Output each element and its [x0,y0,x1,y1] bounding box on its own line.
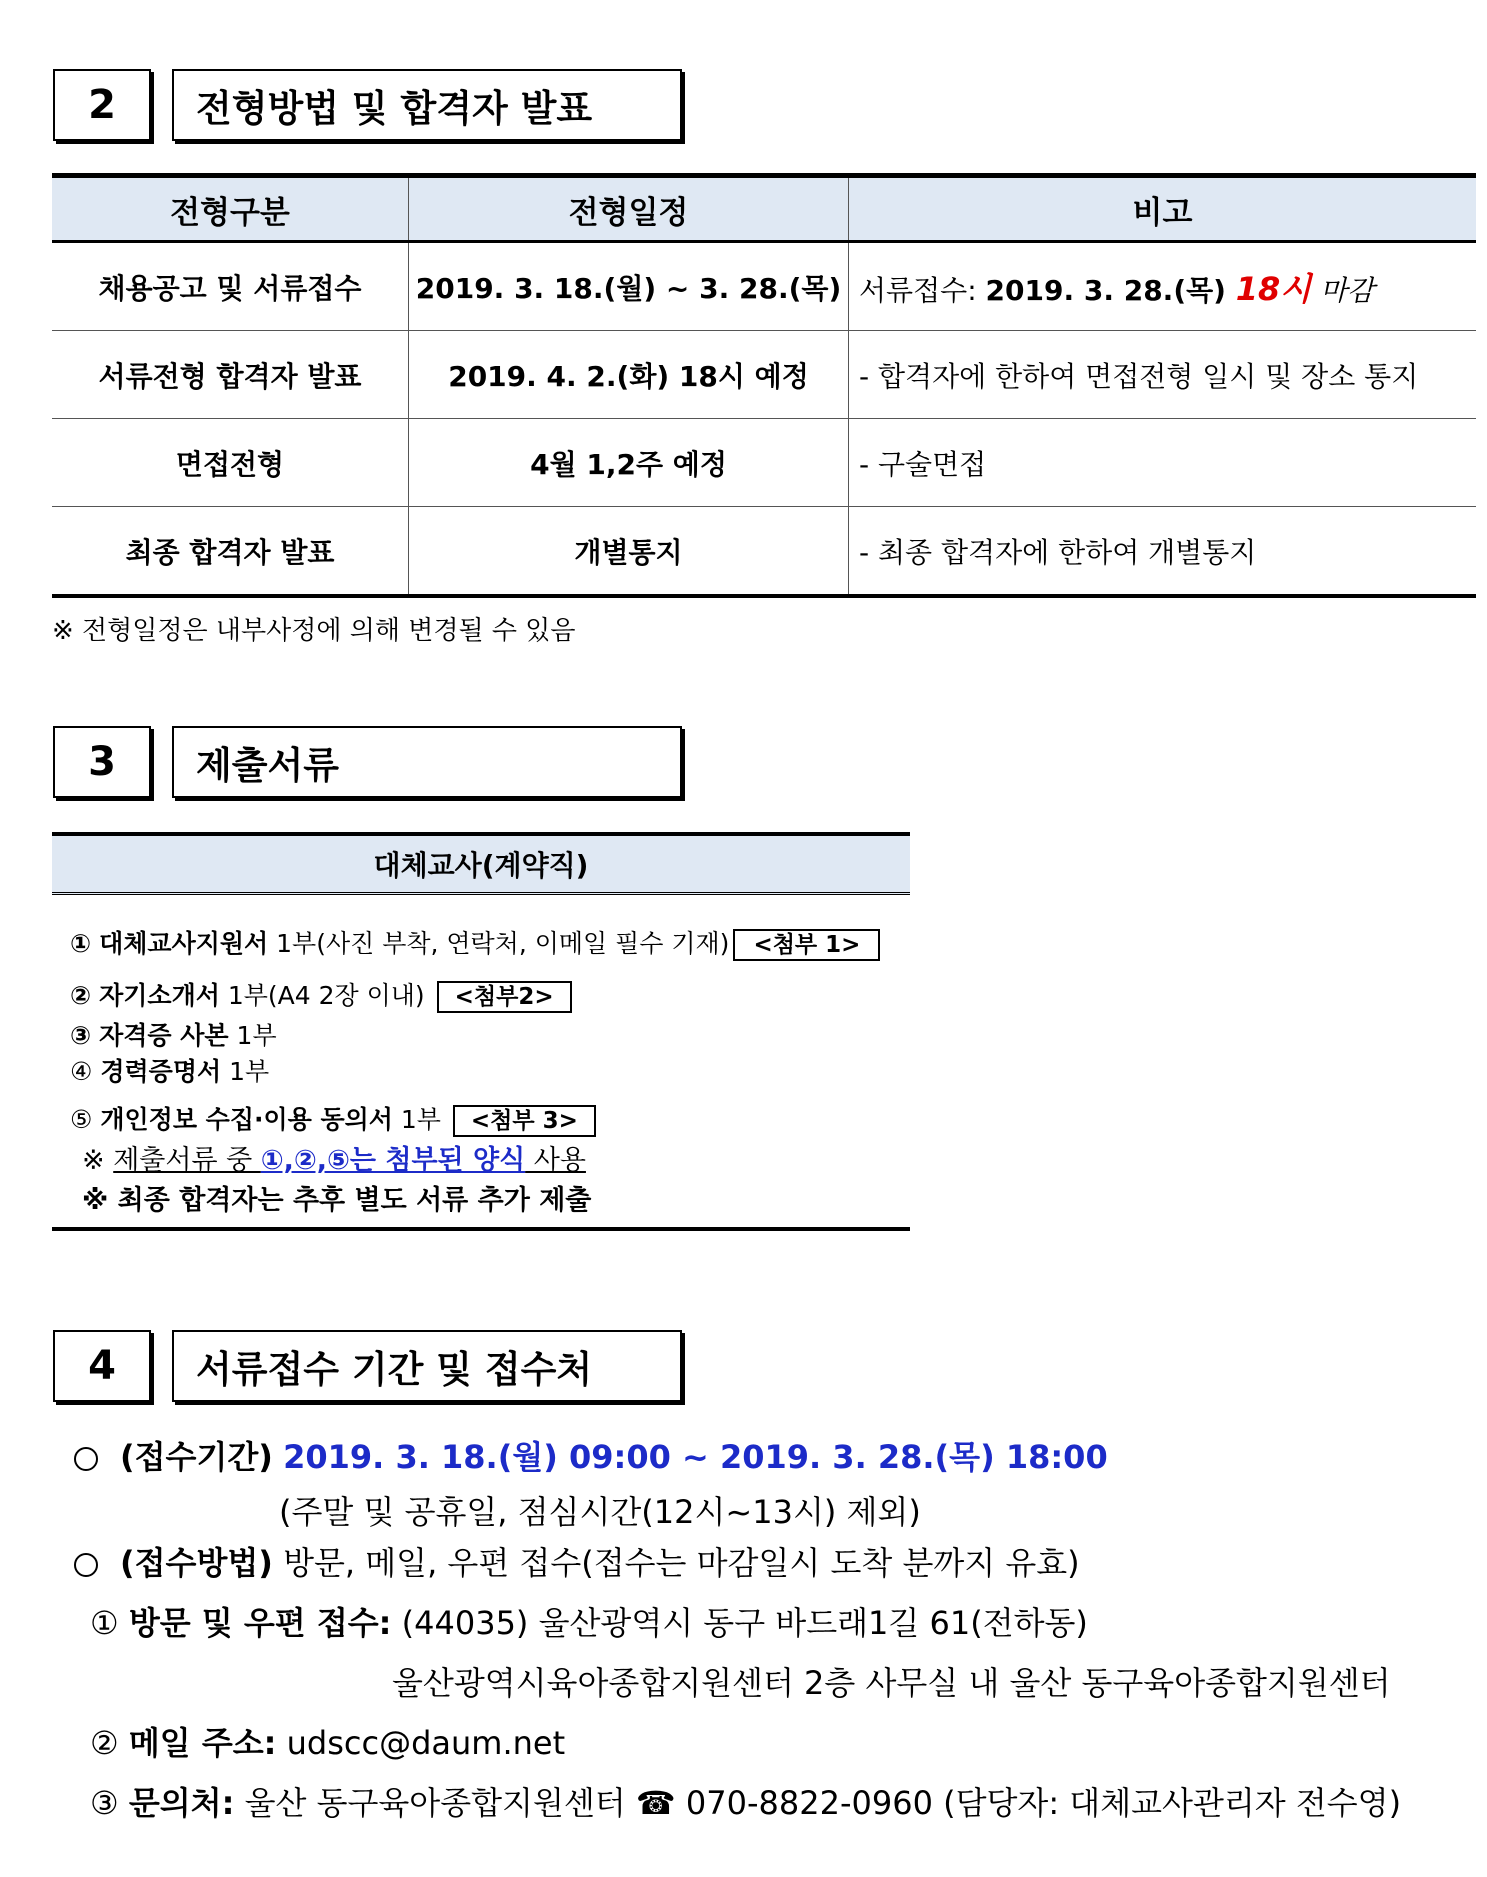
table-row [52,331,1476,419]
visit-mail-reception [90,1598,1088,1644]
attachment-tag: <첨부 3> [453,1105,596,1137]
documents-box-bottom-rule [52,1227,910,1231]
item-name: 자격증 사본 [99,1021,229,1050]
note-text-c: 사용 [525,1145,586,1176]
visit-label: 방문 및 우편 접수: [128,1604,392,1642]
section-3-number: 3 [53,726,151,798]
cell-stage: 면접전형 [52,419,409,507]
cell-schedule: 4월 1,2주 예정 [409,419,849,507]
item-number: ④ [70,1057,93,1086]
header-note: 비고 [849,176,1477,242]
visit-address-2: 울산광역시육아종합지원센터 2층 사무실 내 울산 동구육아종합지원센터 [392,1664,1391,1702]
note-mark: ※ [82,1145,114,1176]
contact-label: 문의처: [128,1784,235,1822]
item-detail: 1부 [392,1105,441,1134]
document-item-5 [70,1100,596,1137]
document-item-1 [70,924,880,961]
item-name: 경력증명서 [100,1057,222,1086]
documents-note-1 [82,1138,586,1177]
note-date: 2019. 3. 28.(목) [985,273,1236,307]
schedule-table [52,173,1476,598]
item-name: 자기소개서 [99,981,220,1010]
mail-value: udscc@daum.net [276,1724,566,1762]
cell-stage: 서류전형 합격자 발표 [52,331,409,419]
cell-schedule: 2019. 4. 2.(화) 18시 예정 [409,331,849,419]
section-4-number: 4 [53,1330,151,1402]
method-label: (접수방법) [120,1544,273,1582]
cell-note [849,242,1477,331]
section-3-title: 제출서류 [172,726,682,798]
note-text-a: 제출서류 중 [113,1145,261,1176]
period-exclusion: (주말 및 공휴일, 점심시간(12시~13시) 제외) [279,1493,921,1531]
mail-label: 메일 주소: [128,1724,277,1762]
item-detail: 1부(A4 2장 이내) [219,981,425,1010]
cell-stage: 채용공고 및 서류접수 [52,242,409,331]
cell-stage: 최종 합격자 발표 [52,507,409,597]
item-number: ③ [90,1784,119,1822]
attachment-tag: <첨부2> [437,981,572,1013]
header-schedule: 전형일정 [409,176,849,242]
item-name: 대체교사지원서 [99,929,269,958]
reception-method [74,1538,1080,1584]
visit-address-1: (44035) 울산광역시 동구 바드래1길 61(전하동) [391,1604,1088,1642]
circle-bullet-icon [74,1553,98,1577]
document-item-3 [70,1016,277,1052]
email-address [90,1718,565,1764]
reception-period [74,1432,1108,1478]
item-number: ② [70,981,92,1010]
documents-box-header: 대체교사(계약직) [52,832,910,895]
section-2-title: 전형방법 및 합격자 발표 [172,69,682,141]
period-value: 2019. 3. 18.(월) 09:00 ~ 2019. 3. 28.(목) 18:00 [283,1438,1108,1476]
table-row [52,419,1476,507]
item-name: 개인정보 수집·이용 동의서 [100,1105,393,1134]
table-row [52,242,1476,331]
period-label: (접수기간) [120,1438,273,1476]
section-2-number: 2 [53,69,151,141]
item-number: ② [90,1724,119,1762]
item-number: ③ [70,1021,92,1050]
item-number: ① [70,929,92,958]
note-prefix: 서류접수: [859,273,986,307]
cell-schedule: 2019. 3. 18.(월) ~ 3. 28.(목) [409,242,849,331]
document-item-2 [70,976,572,1013]
contact-value: 울산 동구육아종합지원센터 ☎ 070-8822-0960 (담당자: 대체교사관리자 전수영) [234,1784,1402,1822]
note-text-b: ①,②,⑤는 첨부된 양식 [260,1145,526,1176]
item-detail: 1부 [221,1057,270,1086]
table-header-row [52,176,1476,242]
cell-note: - 구술면접 [849,419,1477,507]
cell-note: - 최종 합격자에 한하여 개별통지 [849,507,1477,597]
cell-note: - 합격자에 한하여 면접전형 일시 및 장소 통지 [849,331,1477,419]
item-number: ① [90,1604,119,1642]
schedule-footnote: ※ 전형일정은 내부사정에 의해 변경될 수 있음 [52,616,576,646]
attachment-tag: <첨부 1> [733,929,880,961]
section-4-title: 서류접수 기간 및 접수처 [172,1330,682,1402]
method-value: 방문, 메일, 우편 접수(접수는 마감일시 도착 분까지 유효) [272,1544,1080,1582]
note-deadline-text: 마감 [1311,273,1375,307]
table-row [52,507,1476,597]
circle-bullet-icon [74,1447,98,1471]
item-detail: 1부 [228,1021,277,1050]
documents-note-2: ※ 최종 합격자는 추후 별도 서류 추가 제출 [82,1185,592,1216]
note-deadline-time: 18시 [1235,269,1312,308]
document-item-4 [70,1052,269,1088]
header-stage: 전형구분 [52,176,409,242]
item-detail: 1부(사진 부착, 연락처, 이메일 필수 기재) [268,929,730,958]
cell-schedule: 개별통지 [409,507,849,597]
item-number: ⑤ [70,1105,93,1134]
contact-info [90,1778,1401,1824]
